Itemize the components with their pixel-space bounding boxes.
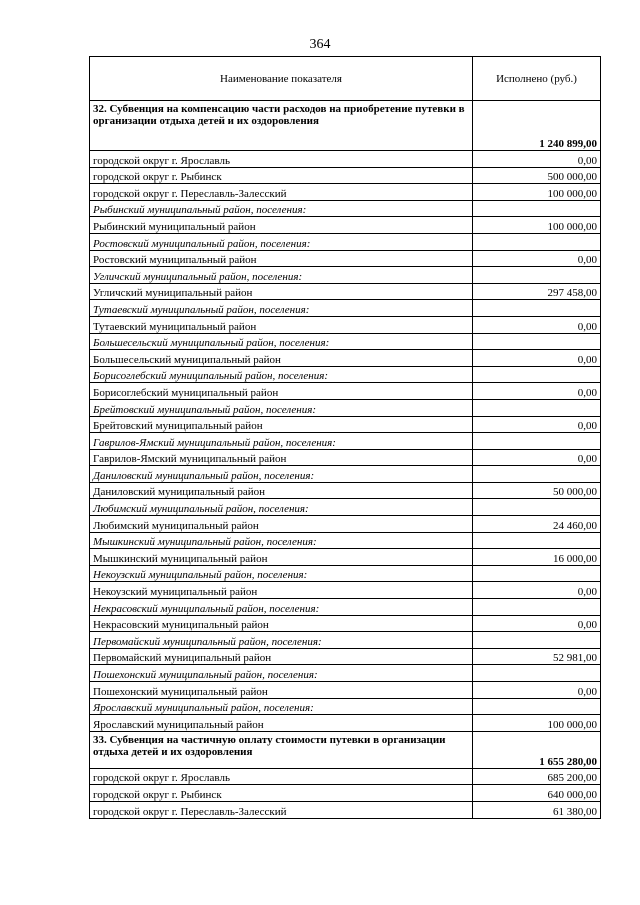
- row-name: Любимский муниципальный район, поселения:: [90, 499, 473, 516]
- row-amount: [473, 200, 601, 217]
- table-row: [90, 648, 601, 665]
- table-row: [90, 350, 601, 367]
- row-name: городской округ г. Ярославль: [90, 151, 473, 168]
- row-amount: 685 200,00: [473, 768, 601, 785]
- row-name: городской округ г. Рыбинск: [90, 167, 473, 184]
- group-row: [90, 698, 601, 715]
- row-amount: 0,00: [473, 615, 601, 632]
- row-amount: [473, 300, 601, 317]
- row-name: 33. Субвенция на частичную оплату стоимости путевки в организации отдыха детей и их оздоровления: [90, 731, 473, 768]
- group-row: [90, 399, 601, 416]
- row-name: городской округ г. Ярославль: [90, 768, 473, 785]
- row-name: Гаврилов-Ямский муниципальный район, поселения:: [90, 433, 473, 450]
- table-row: [90, 316, 601, 333]
- row-amount: 297 458,00: [473, 283, 601, 300]
- table-row: [90, 715, 601, 732]
- group-row: [90, 300, 601, 317]
- table-row: [90, 383, 601, 400]
- row-amount: 0,00: [473, 383, 601, 400]
- row-name: Ростовский муниципальный район: [90, 250, 473, 267]
- row-amount: 0,00: [473, 350, 601, 367]
- row-amount: 0,00: [473, 416, 601, 433]
- row-name: Гаврилов-Ямский муниципальный район: [90, 449, 473, 466]
- row-amount: 0,00: [473, 682, 601, 699]
- row-amount: 100 000,00: [473, 184, 601, 201]
- row-amount: [473, 233, 601, 250]
- row-name: Большесельский муниципальный район, поселения:: [90, 333, 473, 350]
- row-name: Большесельский муниципальный район: [90, 350, 473, 367]
- row-amount: 100 000,00: [473, 715, 601, 732]
- header-name: Наименование показателя: [90, 57, 473, 101]
- row-name: Ростовский муниципальный район, поселения:: [90, 233, 473, 250]
- row-name: Некрасовский муниципальный район, поселения:: [90, 599, 473, 616]
- row-name: 32. Субвенция на компенсацию части расходов на приобретение путевки в организации отдыха детей и их оздоровления: [90, 101, 473, 151]
- header-amount: Исполнено (руб.): [473, 57, 601, 101]
- row-amount: [473, 565, 601, 582]
- row-name: Угличский муниципальный район: [90, 283, 473, 300]
- row-name: Угличский муниципальный район, поселения:: [90, 267, 473, 284]
- row-name: городской округ г. Переславль-Залесский: [90, 184, 473, 201]
- row-name: Мышкинский муниципальный район: [90, 549, 473, 566]
- table-row: [90, 184, 601, 201]
- group-row: [90, 599, 601, 616]
- row-name: Пошехонский муниципальный район, поселения:: [90, 665, 473, 682]
- group-row: [90, 632, 601, 649]
- section-row: [90, 101, 601, 151]
- row-name: Борисоглебский муниципальный район, поселения:: [90, 366, 473, 383]
- row-name: Первомайский муниципальный район: [90, 648, 473, 665]
- table-row: [90, 549, 601, 566]
- row-amount: 24 460,00: [473, 516, 601, 533]
- row-amount: 640 000,00: [473, 785, 601, 802]
- group-row: [90, 233, 601, 250]
- row-amount: 16 000,00: [473, 549, 601, 566]
- table-row: [90, 217, 601, 234]
- row-amount: 0,00: [473, 316, 601, 333]
- table-row: [90, 482, 601, 499]
- group-row: [90, 466, 601, 483]
- row-amount: [473, 399, 601, 416]
- row-amount: 100 000,00: [473, 217, 601, 234]
- table-row: [90, 449, 601, 466]
- row-name: городской округ г. Рыбинск: [90, 785, 473, 802]
- group-row: [90, 433, 601, 450]
- row-amount: [473, 433, 601, 450]
- row-name: Тутаевский муниципальный район, поселения:: [90, 300, 473, 317]
- row-name: Пошехонский муниципальный район: [90, 682, 473, 699]
- row-amount: 61 380,00: [473, 801, 601, 818]
- group-row: [90, 366, 601, 383]
- row-amount: 0,00: [473, 250, 601, 267]
- row-amount: 0,00: [473, 582, 601, 599]
- table-row: [90, 250, 601, 267]
- row-amount: [473, 632, 601, 649]
- row-amount: 1 240 899,00: [473, 101, 601, 151]
- table-body: [90, 101, 601, 819]
- table-row: [90, 582, 601, 599]
- row-name: Брейтовский муниципальный район, поселения:: [90, 399, 473, 416]
- row-amount: [473, 665, 601, 682]
- table-row: [90, 516, 601, 533]
- row-name: Брейтовский муниципальный район: [90, 416, 473, 433]
- group-row: [90, 499, 601, 516]
- row-name: Первомайский муниципальный район, поселения:: [90, 632, 473, 649]
- table-row: [90, 416, 601, 433]
- row-name: Тутаевский муниципальный район: [90, 316, 473, 333]
- row-name: Борисоглебский муниципальный район: [90, 383, 473, 400]
- row-amount: [473, 333, 601, 350]
- row-name: Некоузский муниципальный район: [90, 582, 473, 599]
- row-name: Даниловский муниципальный район: [90, 482, 473, 499]
- row-amount: 1 655 280,00: [473, 731, 601, 768]
- row-amount: [473, 698, 601, 715]
- group-row: [90, 532, 601, 549]
- row-amount: 52 981,00: [473, 648, 601, 665]
- table-row: [90, 167, 601, 184]
- row-amount: [473, 466, 601, 483]
- row-amount: 0,00: [473, 151, 601, 168]
- table-row: [90, 682, 601, 699]
- row-amount: [473, 267, 601, 284]
- row-name: Рыбинский муниципальный район: [90, 217, 473, 234]
- group-row: [90, 267, 601, 284]
- row-amount: 0,00: [473, 449, 601, 466]
- table-row: [90, 151, 601, 168]
- row-amount: [473, 599, 601, 616]
- row-name: Некоузский муниципальный район, поселения:: [90, 565, 473, 582]
- budget-table: [89, 56, 601, 819]
- row-name: городской округ г. Переславль-Залесский: [90, 801, 473, 818]
- group-row: [90, 665, 601, 682]
- page-number: 364: [309, 37, 331, 52]
- row-amount: [473, 499, 601, 516]
- table-row: [90, 283, 601, 300]
- row-amount: [473, 532, 601, 549]
- row-name: Рыбинский муниципальный район, поселения:: [90, 200, 473, 217]
- row-name: Ярославский муниципальный район: [90, 715, 473, 732]
- group-row: [90, 200, 601, 217]
- row-name: Некрасовский муниципальный район: [90, 615, 473, 632]
- table-header-row: [90, 57, 601, 101]
- row-name: Мышкинский муниципальный район, поселения:: [90, 532, 473, 549]
- group-row: [90, 565, 601, 582]
- row-name: Даниловский муниципальный район, поселения:: [90, 466, 473, 483]
- row-name: Любимский муниципальный район: [90, 516, 473, 533]
- row-amount: 50 000,00: [473, 482, 601, 499]
- row-amount: 500 000,00: [473, 167, 601, 184]
- section-row: [90, 731, 601, 768]
- table-row: [90, 768, 601, 785]
- table-row: [90, 801, 601, 818]
- table-row: [90, 615, 601, 632]
- row-name: Ярославский муниципальный район, поселения:: [90, 698, 473, 715]
- group-row: [90, 333, 601, 350]
- table-row: [90, 785, 601, 802]
- row-amount: [473, 366, 601, 383]
